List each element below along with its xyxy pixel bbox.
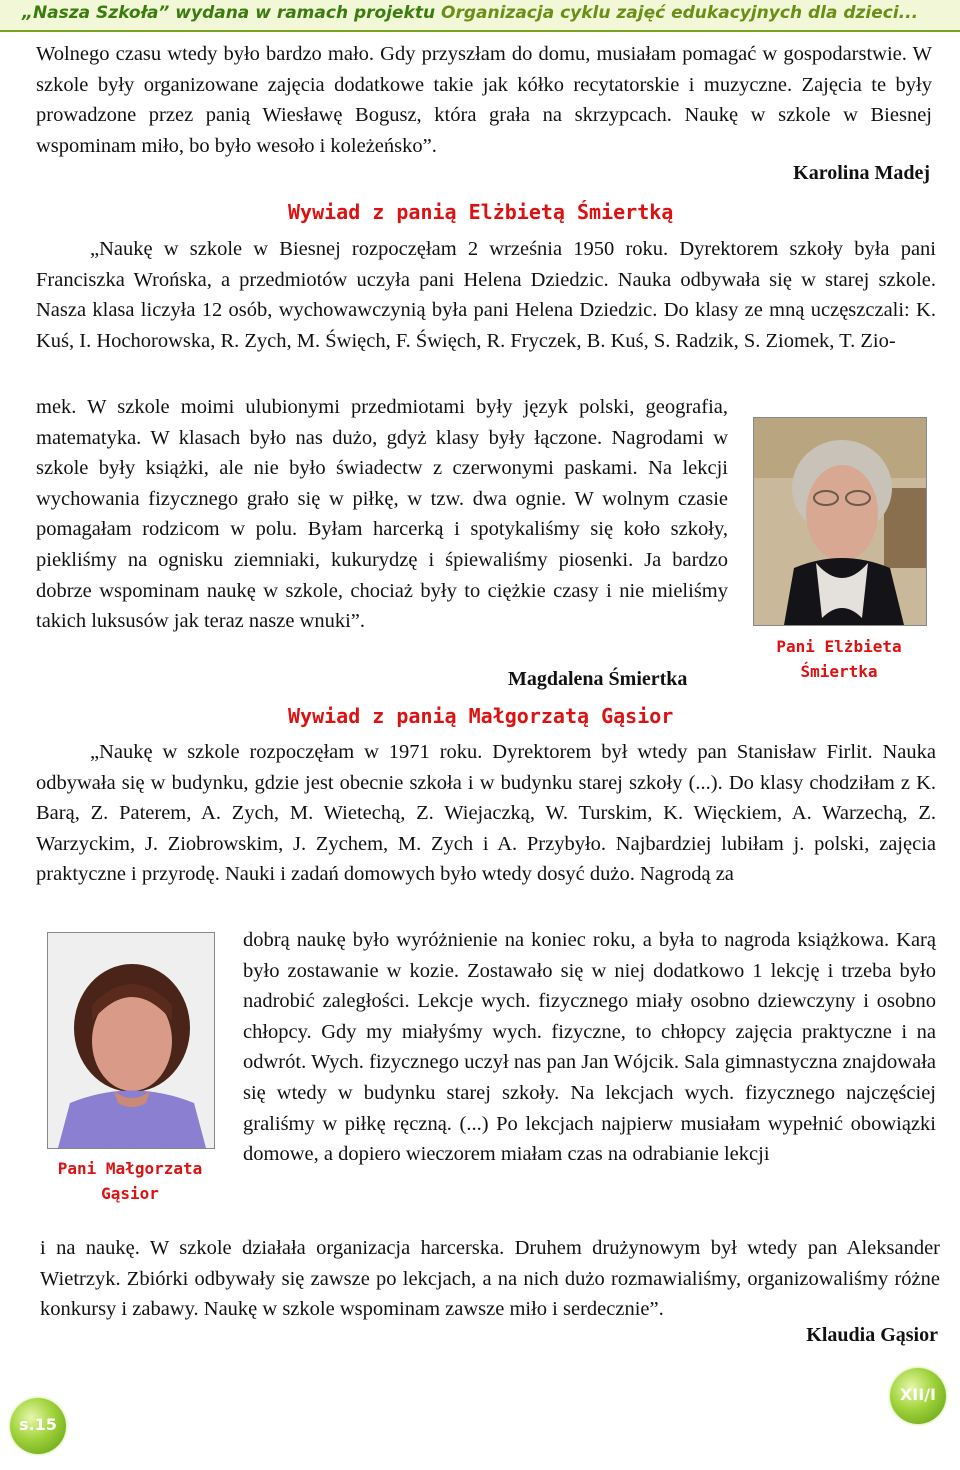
section3-paragraph-bottom: i na naukę. W szkole działała organizacja harcerska. Druhem drużynowym był wtedy pan Aleksander Wietrzyk. Zbiórki odbywały się zawsze po lekcjach, a na nich dużo rozmawialiśmy, organizowaliśmy różne konkursy i zabawy. Naukę w szkole wspominam zawsze miło i serdecznie”. — [40, 1237, 940, 1321]
section1-signature: Karolina Madej — [793, 162, 930, 184]
section3-paragraph-right: dobrą naukę było wyróżnienie na koniec roku, a była to nagroda książkowa. Karą było zostawanie w kozie. Zostawało się w niej dodatkowo 1 lekcję i trzeba było nadrobić zaległości. Lekcje wych. fizycznego miały osobno dziewczyny i osobno chłopcy. Gdy my miałyśmy wych. fizyczne, to chłopcy zajęcia praktyczne i na odwrót. Wych. fizycznego uczył nas pan Jan Wójcik. Sala gimnastyczna znajdowała się wtedy w budynku starej szkoły. Na lekcjach wych. fizycznego najczęściej graliśmy w piłkę ręczną. (...) Po lekcjach najpierw musiałam wypełnić obowiązki domowe, a dopiero wieczorem miałam czas na odrabianie lekcji — [243, 929, 936, 1166]
portrait-woman-image — [48, 933, 214, 1148]
header-publication: „Nasza Szkoła” wydana w ramach projektu — [22, 3, 442, 23]
section3-heading: Wywiad z panią Małgorzatą Gąsior — [288, 704, 674, 728]
portrait-elderly-woman-image — [754, 418, 926, 625]
page-number: s.15 — [19, 1415, 57, 1434]
caption-malgorzata-gasior — [47, 1156, 213, 1206]
photo-malgorzata-gasior — [47, 932, 215, 1149]
section2-signature: Magdalena Śmiertka — [508, 668, 688, 690]
issue-number: XII/I — [899, 1385, 937, 1404]
photo-elzbieta-smiertka — [753, 417, 927, 626]
section2-heading: Wywiad z panią Elżbietą Śmiertką — [288, 200, 674, 224]
section3-signature: Klaudia Gąsior — [806, 1324, 938, 1346]
caption-line-1: Pani Elżbieta — [776, 637, 902, 656]
section3-paragraph-full: „Naukę w szkole rozpoczęłam w 1971 roku. Dyrektorem był wtedy pan Stanisław Firlit. Nauka odbywała się w budynku, gdzie jest obecnie szkoła i w budynku starej szkoły (...). Do klasy chodziłam z K. Barą, Z. Paterem, A. Zych, M. Wietechą, Z. Wiejaczką, W. Turskim, K. Więckiem, A. Warzechą, Z. Warzyckim, J. Ziobrowskim, J. Zychem, M. Zych i A. Przybyło. Najbardziej lubiłam j. polski, zajęcia praktyczne i przyrodę. Nauki i zadań domowych było wtedy dosyć dużo. Nagrodą za — [36, 741, 936, 886]
page-number-badge — [10, 1398, 66, 1454]
caption-line-1: Pani Małgorzata — [57, 1159, 203, 1178]
issue-badge — [890, 1368, 946, 1424]
section2-paragraph-full: „Naukę w szkole w Biesnej rozpoczęłam 2 września 1950 roku. Dyrektorem szkoły była pani Franciszka Wrońska, a przedmiotów uczyła pani Helena Dziedzic. Nauka odbywała się w starej szkole. Nasza klasa liczyła 12 osób, wychowawczynią była pani Helena Dziedzic. Do klasy ze mną uczęszczali: K. Kuś, I. Hochorowska, R. Zych, M. Święch, F. Święch, R. Fryczek, B. Kuś, S. Radzik, S. Ziomek, T. Zio- — [36, 238, 936, 352]
caption-line-2: Gąsior — [101, 1184, 159, 1203]
header-title — [22, 3, 918, 23]
page-header — [0, 0, 960, 32]
header-project: Organizacja cyklu zajęć edukacyjnych dla dzieci... — [441, 3, 919, 23]
caption-elzbieta-smiertka — [753, 634, 925, 684]
section1-paragraph: Wolnego czasu wtedy było bardzo mało. Gdy przyszłam do domu, musiałam pomagać w gospodarstwie. W szkole były organizowane zajęcia dodatkowe takie jak kółko recytatorskie i muzyczne. Zajęcia te były prowadzone przez panią Wiesławę Bogusz, która grała na skrzypcach. Naukę w szkole w Biesnej wspominam miło, bo było wesoło i koleżeńsko”. — [36, 43, 932, 157]
section2-paragraph-narrow: mek. W szkole moimi ulubionymi przedmiotami były język polski, geografia, matematyka. W klasach było nas dużo, gdyż klasy były łączone. Nagrodami w szkole były książki, ale nie było świadectw z czerwonymi paskami. Na lekcji wychowania fizycznego grało się w piłkę, w tzw. dwa ognie. W wolnym czasie pomagałam rodzicom w polu. Byłam harcerką i spotykaliśmy się koło szkoły, piekliśmy na ognisku ziemniaki, kukurydzę i śpiewaliśmy piosenki. Ja bardzo dobrze wspominam naukę w szkole, chociaż były to ciężkie czasy i nie mieliśmy takich luksusów jak teraz nasze wnuki”. — [36, 396, 728, 633]
caption-line-2: Śmiertka — [800, 662, 878, 681]
